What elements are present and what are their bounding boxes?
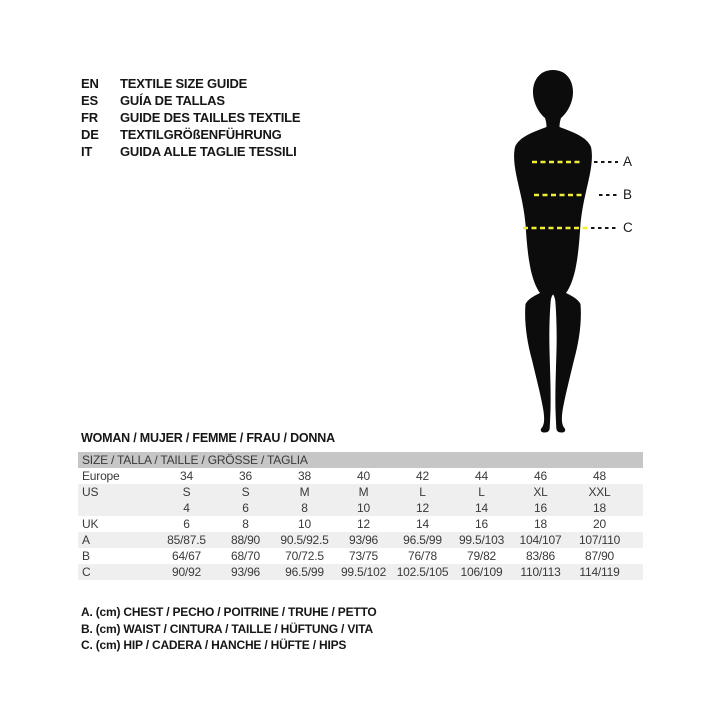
row-label: Europe xyxy=(82,469,120,483)
legend-chest: A. (cm) CHEST / PECHO / POITRINE / TRUHE / PETTO xyxy=(81,605,377,619)
size-cell: 8 xyxy=(242,517,249,531)
size-cell: 83/86 xyxy=(525,549,556,563)
language-row-de xyxy=(81,126,300,143)
size-cell: M xyxy=(358,485,369,499)
size-cell: 110/113 xyxy=(520,565,561,579)
size-cell: 16 xyxy=(475,517,488,531)
language-title-list xyxy=(81,75,300,160)
size-cell: 44 xyxy=(475,469,488,483)
size-cell: L xyxy=(478,485,485,499)
size-cell: 85/87.5 xyxy=(167,533,206,547)
size-cell: 12 xyxy=(416,501,429,515)
size-cell: 99.5/102 xyxy=(340,565,387,579)
language-row-en xyxy=(81,75,300,92)
woman-silhouette-svg xyxy=(433,40,673,440)
row-label: US xyxy=(82,485,99,499)
language-code: IT xyxy=(81,144,93,159)
size-cell: 34 xyxy=(180,469,193,483)
measurement-legend xyxy=(81,604,377,654)
marker-label-a: A xyxy=(623,154,633,169)
row-label: A xyxy=(82,533,90,547)
table-row-europe xyxy=(78,468,643,484)
size-cell: L xyxy=(419,485,426,499)
size-cell: 18 xyxy=(593,501,606,515)
size-cell: S xyxy=(182,485,191,499)
size-cell: 20 xyxy=(593,517,606,531)
size-cell: 10 xyxy=(298,517,311,531)
gender-label: WOMAN / MUJER / FEMME / FRAU / DONNA xyxy=(81,431,335,445)
row-label xyxy=(78,500,157,516)
size-cell: 70/72.5 xyxy=(285,549,324,563)
language-code: DE xyxy=(81,127,99,142)
size-cell: 40 xyxy=(357,469,370,483)
size-cell: 96.5/99 xyxy=(285,565,324,579)
language-row-it xyxy=(81,143,300,160)
size-cell: 96.5/99 xyxy=(403,533,442,547)
size-cell: 102.5/105 xyxy=(396,565,449,579)
legend-hip: C. (cm) HIP / CADERA / HANCHE / HÜFTE / HIPS xyxy=(81,638,347,652)
size-cell: 76/78 xyxy=(407,549,438,563)
size-cell: 8 xyxy=(301,501,308,515)
size-cell: 10 xyxy=(357,501,370,515)
size-cell: 4 xyxy=(183,501,190,515)
size-cell: 106/109 xyxy=(460,565,503,579)
language-title: GUÍA DE TALLAS xyxy=(120,93,225,108)
size-cell: 93/96 xyxy=(230,565,261,579)
language-title: GUIDE DES TAILLES TEXTILE xyxy=(120,110,301,125)
size-cell: 48 xyxy=(593,469,606,483)
language-code: ES xyxy=(81,93,98,108)
size-cell: 114/119 xyxy=(579,565,620,579)
row-label: C xyxy=(82,565,91,579)
row-label: UK xyxy=(82,517,99,531)
table-row-us-numbers xyxy=(78,500,643,516)
size-cell: 90.5/92.5 xyxy=(280,533,329,547)
size-cell: 90/92 xyxy=(171,565,202,579)
language-row-es xyxy=(81,92,300,109)
size-cell: 79/82 xyxy=(466,549,497,563)
language-title: TEXTILGRÖßENFÜHRUNG xyxy=(120,127,282,142)
language-row-fr xyxy=(81,109,300,126)
size-table xyxy=(78,452,643,580)
legend-waist: B. (cm) WAIST / CINTURA / TAILLE / HÜFTUNG / VITA xyxy=(81,621,373,636)
language-code: EN xyxy=(81,76,99,91)
size-cell: 18 xyxy=(534,517,547,531)
marker-label-b: B xyxy=(623,187,633,202)
table-row-chest-a xyxy=(78,532,643,548)
size-cell: 6 xyxy=(183,517,190,531)
size-cell: S xyxy=(241,485,250,499)
size-cell: 16 xyxy=(534,501,547,515)
language-title: TEXTILE SIZE GUIDE xyxy=(120,76,248,91)
size-cell: 12 xyxy=(357,517,370,531)
size-cell: 93/96 xyxy=(348,533,379,547)
size-cell: 104/107 xyxy=(519,533,562,547)
woman-silhouette xyxy=(514,70,592,433)
size-cell: XL xyxy=(533,485,548,499)
size-cell: 14 xyxy=(416,517,429,531)
size-cell: 88/90 xyxy=(230,533,261,547)
table-row-waist-b xyxy=(78,548,643,564)
row-label: B xyxy=(82,549,90,563)
table-row-uk xyxy=(78,516,643,532)
marker-label-c: C xyxy=(623,220,633,235)
size-cell: 107/110 xyxy=(578,533,621,547)
size-cell: 99.5/103 xyxy=(458,533,505,547)
table-row-us-letters xyxy=(78,484,643,500)
size-cell: 42 xyxy=(416,469,429,483)
size-table-header: SIZE / TALLA / TAILLE / GRÖSSE / TAGLIA xyxy=(78,452,643,468)
size-cell: 87/90 xyxy=(584,549,615,563)
language-title: GUIDA ALLE TAGLIE TESSILI xyxy=(120,144,297,159)
size-cell: M xyxy=(299,485,310,499)
size-cell: 64/67 xyxy=(171,549,202,563)
size-cell: XXL xyxy=(588,485,611,499)
size-cell: 6 xyxy=(242,501,249,515)
size-cell: 36 xyxy=(239,469,252,483)
size-cell: 46 xyxy=(534,469,547,483)
language-code: FR xyxy=(81,110,98,125)
size-cell: 68/70 xyxy=(230,549,261,563)
size-cell: 73/75 xyxy=(348,549,379,563)
size-cell: 38 xyxy=(298,469,311,483)
table-row-hip-c xyxy=(78,564,643,580)
size-cell: 14 xyxy=(475,501,488,515)
body-measurement-figure xyxy=(433,40,673,440)
